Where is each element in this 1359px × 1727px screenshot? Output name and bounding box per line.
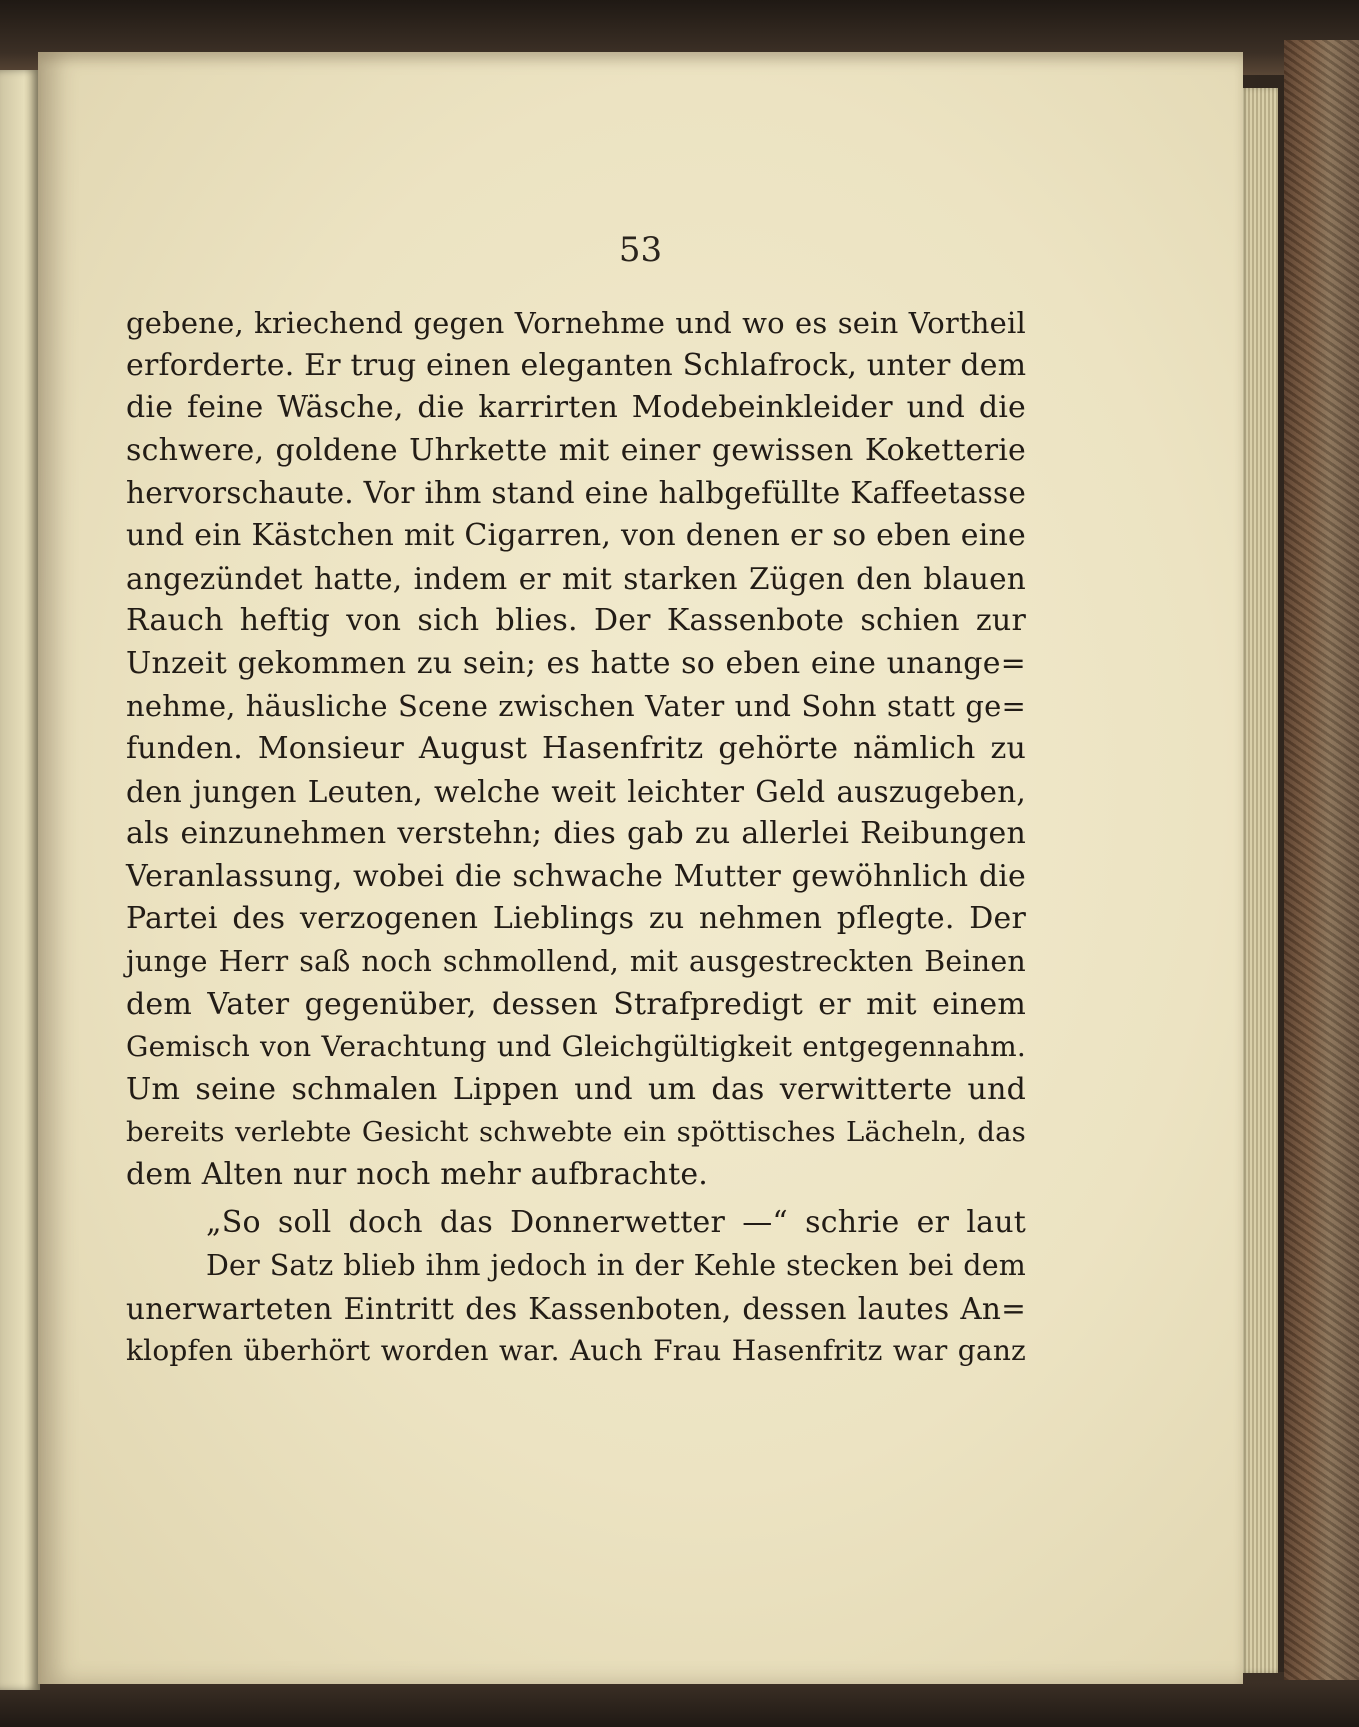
text-line: klopfen überhört worden war. Auch Frau Hasenfritz war ganz — [126, 1334, 1026, 1368]
text-line: „So soll doch das Donnerwetter —“ schrie er laut — [206, 1205, 1026, 1241]
text-line: Partei des verzogenen Lieblings zu nehmen pflegte. Der — [126, 901, 1026, 937]
text-line: Unzeit gekommen zu sein; es hatte so eben eine unange= — [126, 645, 1026, 681]
text-line: Veranlassung, wobei die schwache Mutter gewöhnlich die — [126, 858, 1026, 894]
book-cover-right — [1284, 40, 1359, 1680]
text-line: unerwarteten Eintritt des Kassenboten, dessen lautes An= — [126, 1291, 1026, 1326]
text-line: dem Alten nur noch mehr aufbrachte. — [126, 1156, 709, 1192]
text-line: Um seine schmalen Lippen und um das verwitterte und — [126, 1071, 1026, 1107]
book-page — [38, 52, 1243, 1684]
text-line: gebene, kriechend gegen Vornehme und wo es sein Vortheil — [126, 306, 1026, 340]
text-line: Gemisch von Verachtung und Gleichgültigkeit entgegennahm. — [126, 1030, 1026, 1064]
text-line: junge Herr saß noch schmollend, mit ausgestreckten Beinen — [126, 944, 1026, 978]
text-line: als einzunehmen verstehn; dies gab zu allerlei Reibungen — [126, 816, 1026, 852]
text-line: nehme, häusliche Scene zwischen Vater und Sohn statt ge= — [126, 689, 1026, 724]
previous-page-edge — [0, 70, 40, 1690]
text-line: und ein Kästchen mit Cigarren, von denen er so eben eine — [126, 517, 1026, 553]
text-line: Rauch heftig von sich blies. Der Kassenbote schien zur — [126, 603, 1026, 639]
text-line: funden. Monsieur August Hasenfritz gehörte nämlich zu — [126, 730, 1026, 766]
text-line: schwere, goldene Uhrkette mit einer gewissen Koketterie — [126, 432, 1026, 468]
page-number: 53 — [618, 230, 663, 270]
text-line: hervorschaute. Vor ihm stand eine halbgefüllte Kaffeetasse — [126, 476, 1026, 511]
body-text — [126, 302, 1026, 1373]
text-line: die feine Wäsche, die karrirten Modebeinkleider und die — [126, 390, 1026, 426]
text-line: angezündet hatte, indem er mit starken Zügen den blauen — [126, 561, 1026, 596]
text-line: dem Vater gegenüber, dessen Strafpredigt er mit einem — [126, 986, 1026, 1022]
text-line: erforderte. Er trug einen eleganten Schlafrock, unter dem — [126, 347, 1027, 383]
page-stack-edge — [1238, 88, 1278, 1673]
text-line: Der Satz blieb ihm jedoch in der Kehle stecken bei dem — [206, 1249, 1026, 1283]
text-line: bereits verlebte Gesicht schwebte ein spöttisches Lächeln, das — [126, 1116, 1026, 1149]
text-line: den jungen Leuten, welche weit leichter Geld auszugeben, — [126, 774, 1026, 809]
